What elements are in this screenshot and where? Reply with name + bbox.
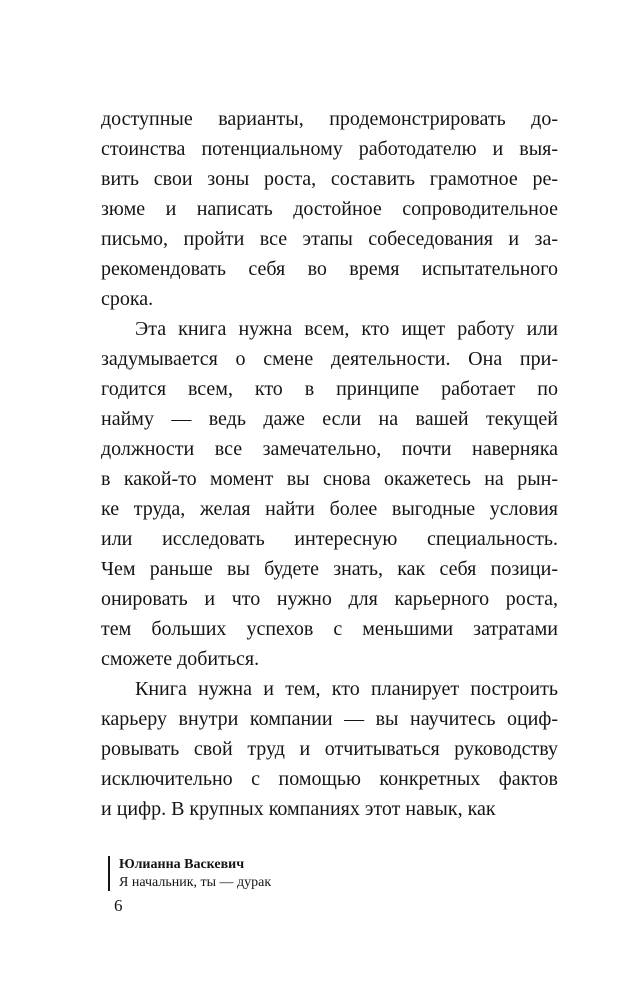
text-line: тем больших успехов с меньшими затратами <box>101 618 558 640</box>
text-line: найму — ведь даже если на вашей текущей <box>101 408 558 430</box>
text-line: онировать и что нужно для карьерного роста, <box>101 588 558 610</box>
footer-author-name: Юлианна Васкевич <box>119 857 245 872</box>
text-line: ке труда, желая найти более выгодные условия <box>101 498 558 520</box>
footer-book-title: Я начальник, ты — дурак <box>119 874 272 890</box>
footer-vertical-rule <box>108 856 110 891</box>
text-line: в какой-то момент вы снова окажетесь на рын- <box>101 468 558 490</box>
footer-text <box>119 856 271 891</box>
text-line: срока. <box>101 288 154 310</box>
text-line: рекомендовать себя во время испытательного <box>101 258 558 280</box>
text-line: задумывается о смене деятельности. Она при- <box>101 348 558 370</box>
text-line: исключительно с помощью конкретных фактов <box>101 768 558 790</box>
text-line: Эта книга нужна всем, кто ищет работу или <box>135 318 558 340</box>
text-line: стоинства потенциальному работодателю и выя- <box>101 138 558 160</box>
page-footer <box>108 856 271 891</box>
text-line: должности все замечательно, почти наверняка <box>101 438 558 460</box>
text-line: письмо, пройти все этапы собеседования и за- <box>101 228 558 250</box>
text-line: зюме и написать достойное сопроводительное <box>101 198 558 220</box>
page-number: 6 <box>114 896 123 915</box>
text-line: доступные варианты, продемонстрировать до- <box>101 108 558 130</box>
text-line: и цифр. В крупных компаниях этот навык, как <box>101 798 496 820</box>
text-line: вить свои зоны роста, составить грамотное ре- <box>101 168 558 190</box>
text-line: сможете добиться. <box>101 648 260 670</box>
text-line: карьеру внутри компании — вы научитесь оциф- <box>101 708 558 730</box>
text-line: Книга нужна и тем, кто планирует построить <box>135 678 558 700</box>
text-line: ровывать свой труд и отчитываться руководству <box>101 738 558 760</box>
page-text-block <box>101 104 558 824</box>
text-line: годится всем, кто в принципе работает по <box>101 378 558 400</box>
text-line: Чем раньше вы будете знать, как себя позици- <box>101 558 558 580</box>
text-line: или исследовать интересную специальность. <box>101 528 558 550</box>
